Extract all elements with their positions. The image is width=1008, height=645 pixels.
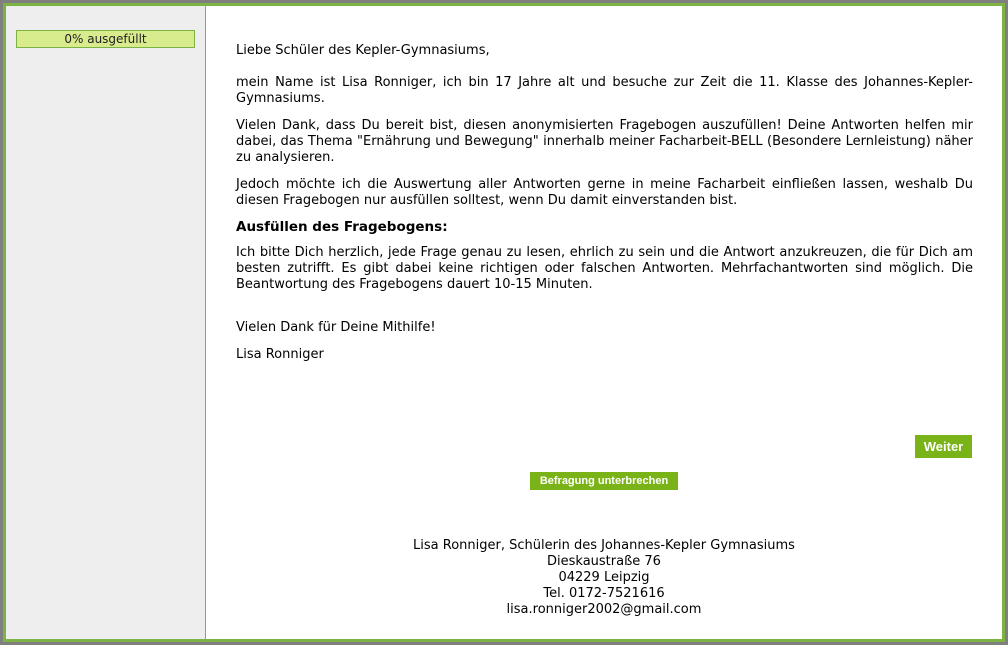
thanks-text: Vielen Dank für Deine Mithilfe! [236, 320, 436, 335]
section-heading: Ausfüllen des Fragebogens: [236, 219, 448, 235]
sidebar [6, 6, 206, 639]
intro-paragraph-1: mein Name ist Lisa Ronniger, ich bin 17 Jahre alt und besuche zur Zeit die 11. Klasse des Johannes-Kepler-Gymnasiums. [236, 75, 973, 106]
pause-survey-button[interactable]: Befragung unterbrechen [530, 472, 678, 490]
progress-indicator: 0% ausgefüllt [16, 30, 195, 48]
survey-page [6, 6, 1002, 639]
outer-frame [3, 3, 1005, 642]
intro-paragraph-2: Vielen Dank, dass Du bereit bist, diesen anonymisierten Fragebogen auszufüllen! Deine Antworten helfen mir dabei, das Thema "Ernährung und Bewegung" innerhalb meiner Facharbeit-BELL (Besondere Lernleistung) näher zu analysieren. [236, 118, 973, 165]
signature: Lisa Ronniger [236, 347, 324, 362]
footer-email: lisa.ronniger2002@gmail.com [506, 602, 702, 617]
footer-name: Lisa Ronniger, Schülerin des Johannes-Kepler Gymnasiums [413, 538, 795, 553]
greeting: Liebe Schüler des Kepler-Gymnasiums, [236, 43, 490, 58]
next-button[interactable]: Weiter [915, 435, 972, 458]
intro-paragraph-4: Ich bitte Dich herzlich, jede Frage genau zu lesen, ehrlich zu sein und die Antwort anzukreuzen, die für Dich am besten zutrifft. Es gibt dabei keine richtigen oder falschen Antworten. Mehrfachantworten sind möglich. Die Beantwortung des Fragebogens dauert 10-15 Minuten. [236, 245, 973, 292]
intro-paragraph-3: Jedoch möchte ich die Auswertung aller Antworten gerne in meine Facharbeit einfließen lassen, weshalb Du diesen Fragebogen nur ausfüllen solltest, wenn Du damit einverstanden bist. [236, 177, 973, 208]
footer-street: Dieskaustraße 76 [547, 554, 661, 569]
footer-contact [206, 538, 1002, 618]
footer-phone: Tel. 0172-7521616 [543, 586, 665, 601]
footer-city: 04229 Leipzig [558, 570, 650, 585]
